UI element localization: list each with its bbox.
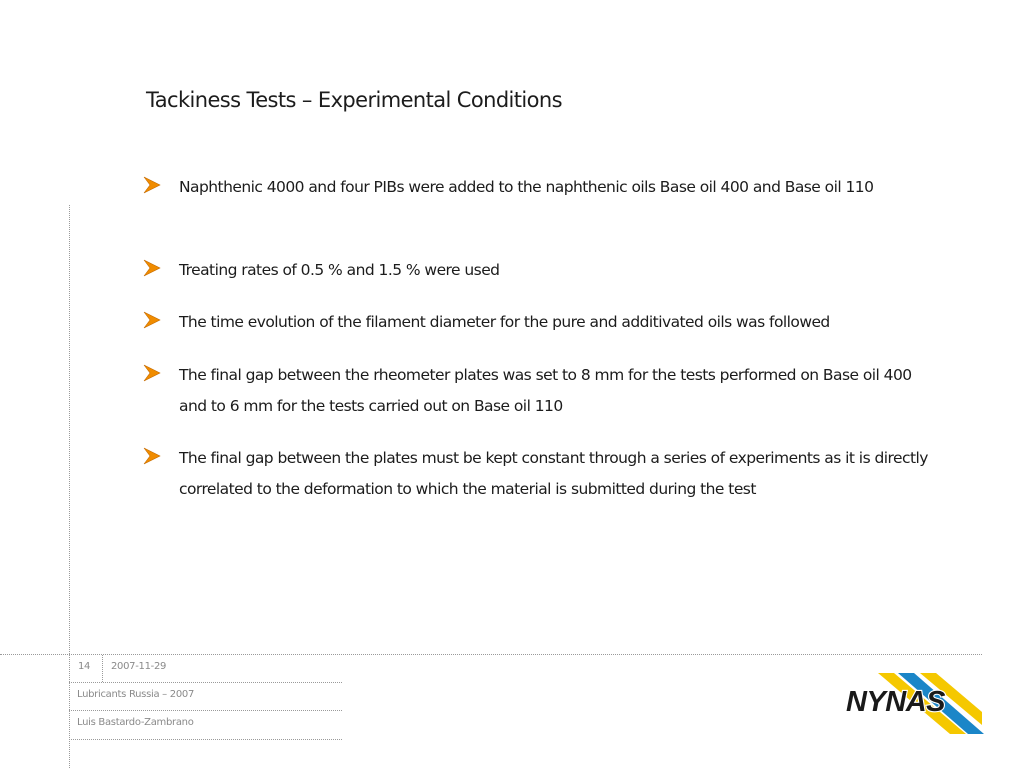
left-dotted-guide	[69, 205, 70, 768]
orange-arrow-bullet-icon	[143, 447, 161, 465]
footer-rule-2	[69, 710, 342, 711]
footer-author: Luis Bastardo-Zambrano	[77, 717, 194, 728]
bullet-text: The final gap between the plates must be kept constant through a series of experiments as it is directly correlated to the deformation to which the material is submitted during the test	[179, 449, 928, 498]
slide-title: Tackiness Tests – Experimental Conditions	[146, 88, 562, 112]
bullet-text: Treating rates of 0.5 % and 1.5 % were used	[179, 261, 500, 279]
bullet-text: The final gap between the rheometer plates was set to 8 mm for the tests performed on Base oil 400 and to 6 mm for the tests carried out on Base oil 110	[179, 366, 912, 415]
footer-page-separator	[102, 655, 103, 682]
orange-arrow-bullet-icon	[143, 311, 161, 329]
page-number: 14	[78, 661, 91, 672]
footer-event: Lubricants Russia – 2007	[77, 689, 195, 700]
bullet-text: The time evolution of the filament diameter for the pure and additivated oils was followed	[179, 313, 830, 331]
logo-wordmark: NYNAS	[846, 686, 946, 718]
footer-rule-3	[69, 739, 342, 740]
orange-arrow-bullet-icon	[143, 364, 161, 382]
orange-arrow-bullet-icon	[143, 176, 161, 194]
footer-date: 2007-11-29	[111, 661, 167, 672]
nynas-logo	[842, 672, 984, 738]
footer-divider	[0, 654, 982, 655]
orange-arrow-bullet-icon	[143, 259, 161, 277]
bullet-text: Naphthenic 4000 and four PIBs were added to the naphthenic oils Base oil 400 and Base oil 110	[179, 178, 874, 196]
footer-rule-1	[69, 682, 342, 683]
